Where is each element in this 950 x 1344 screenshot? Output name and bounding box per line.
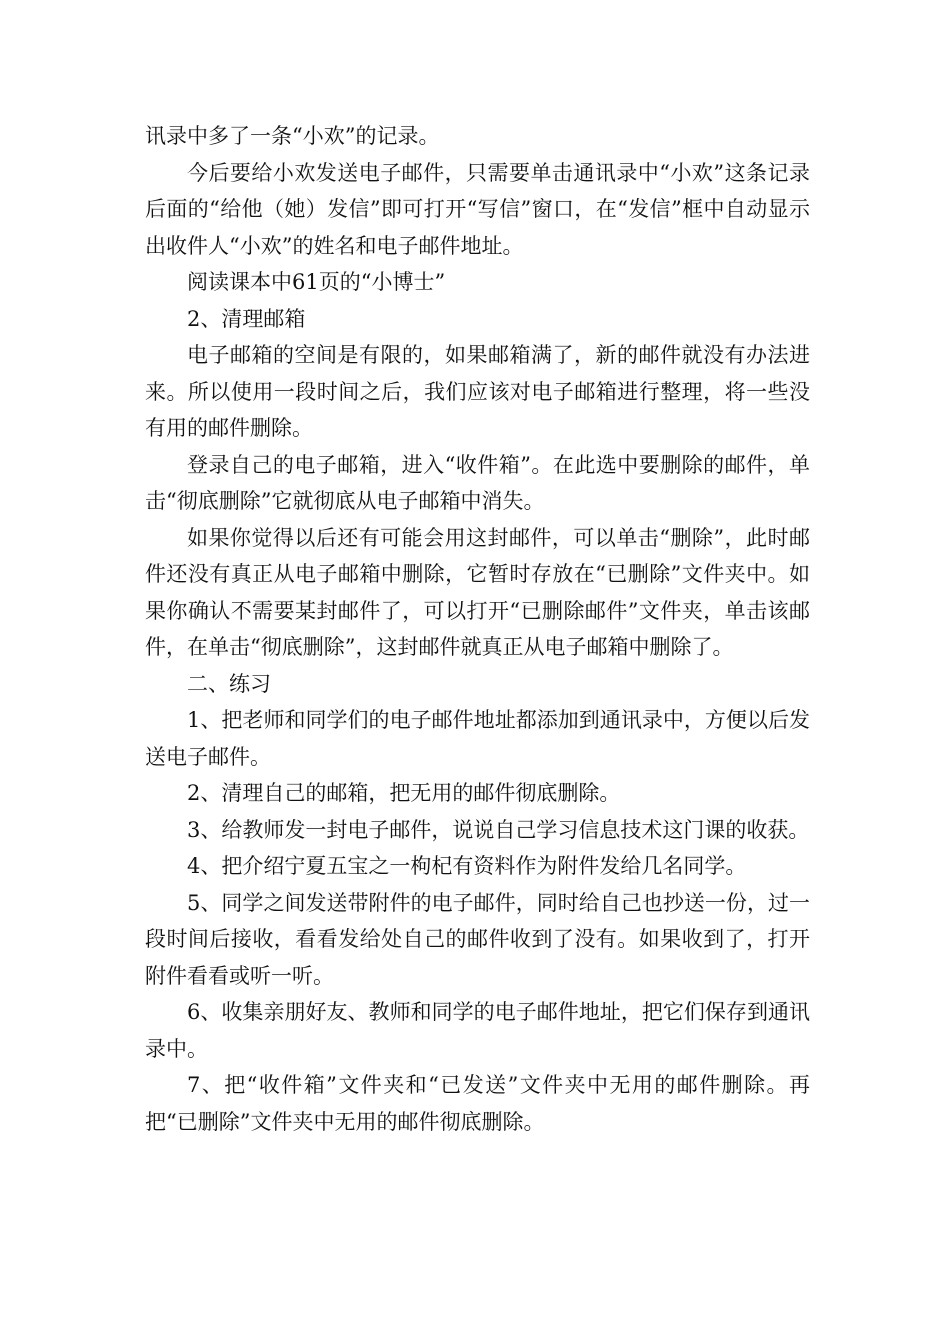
exercise-item-3: 3、给教师发一封电子邮件，说说自己学习信息技术这门课的收获。 (187, 817, 810, 842)
paragraph-3: 阅读课本中61页的“小博士” (187, 270, 446, 294)
exercise-item-1: 1、把老师和同学们的电子邮件地址都添加到通讯录中，方便以后发送电子邮件。 (145, 708, 810, 769)
exercise-item-6: 6、收集亲朋好友、教师和同学的电子邮件地址，把它们保存到通讯录中。 (145, 1000, 810, 1061)
section-heading-exercises: 二、练习 (187, 671, 271, 696)
document-body (145, 118, 810, 1140)
paragraph-1: 讯录中多了一条“小欢”的记录。 (145, 124, 440, 148)
exercise-item-5: 5、同学之间发送带附件的电子邮件，同时给自己也抄送一份，过一段时间后接收，看看发给处自己的邮件收到了没有。如果收到了，打开附件看看或听一听。 (145, 890, 810, 988)
exercise-item-4: 4、把介绍宁夏五宝之一枸杞有资料作为附件发给几名同学。 (187, 854, 747, 878)
exercise-item-2: 2、清理自己的邮箱，把无用的邮件彻底删除。 (187, 781, 621, 805)
section-heading-clean-mailbox: 2、清理邮箱 (187, 306, 306, 331)
paragraph-2: 今后要给小欢发送电子邮件，只需要单击通讯录中“小欢”这条记录后面的“给他（她）发信”即可打开“写信”窗口，在“发信”框中自动显示出收件人“小欢”的姓名和电子邮件地址。 (145, 160, 810, 258)
paragraph-5: 电子邮箱的空间是有限的，如果邮箱满了，新的邮件就没有办法进来。所以使用一段时间之后，我们应该对电子邮箱进行整理，将一些没有用的邮件删除。 (145, 343, 810, 440)
paragraph-6: 登录自己的电子邮箱，进入“收件箱”。在此选中要删除的邮件，单击“彻底删除”它就彻底从电子邮箱中消失。 (145, 452, 810, 513)
exercise-item-7: 7、把“收件箱”文件夹和“已发送”文件夹中无用的邮件删除。再把“已删除”文件夹中无用的邮件彻底删除。 (145, 1073, 810, 1134)
paragraph-7: 如果你觉得以后还有可能会用这封邮件，可以单击“删除”，此时邮件还没有真正从电子邮箱中删除，它暂时存放在“已删除”文件夹中。如果你确认不需要某封邮件了，可以打开“已删除邮件”文件夹，单击该邮件，在单击“彻底删除”，这封邮件就真正从电子邮箱中删除了。 (145, 525, 810, 659)
